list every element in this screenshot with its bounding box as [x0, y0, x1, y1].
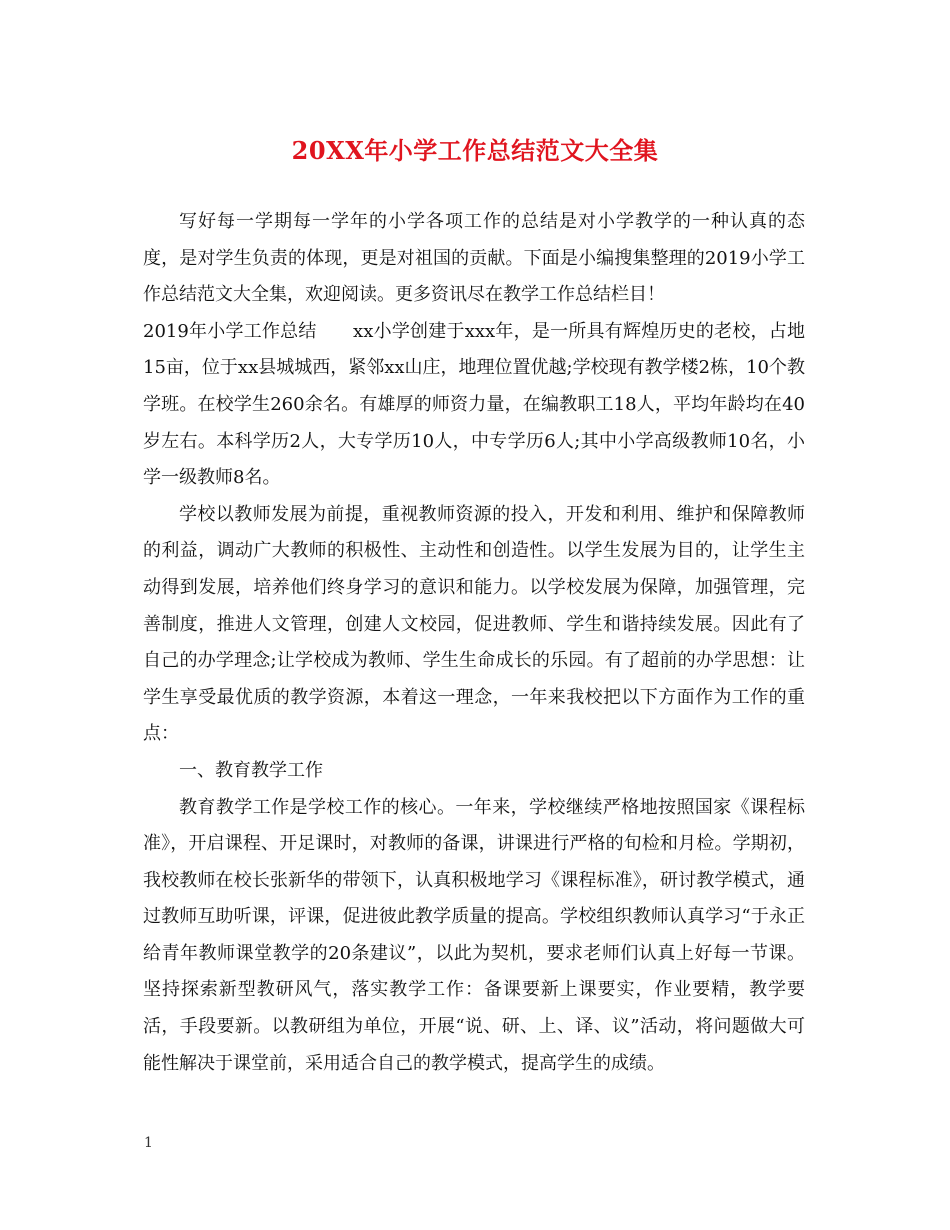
paragraph-intro: 写好每一学期每一学年的小学各项工作的总结是对小学教学的一种认真的态度，是对学生负责的体现，更是对祖国的贡献。下面是小编搜集整理的2019小学工作总结范文大全集，欢迎阅读。更多资讯尽在教学工作总结栏目！	[143, 211, 805, 306]
document-body	[143, 204, 805, 1082]
paragraph-teaching-work: 教育教学工作是学校工作的核心。一年来，学校继续严格地按照国家《课程标准》，开启课程、开足课时，对教师的备课，讲课进行严格的旬检和月检。学期初，我校教师在校长张新华的带领下，认真积极地学习《课程标准》，研讨教学模式，通过教师互助听课，评课，促进彼此教学质量的提高。学校组织教师认真学习“于永正给青年教师课堂教学的20条建议”，以此为契机，要求老师们认真上好每一节课。坚持探索新型教研风气，落实教学工作：备课要新上课要实，作业要精，教学要活，手段要新。以教研组为单位，开展“说、研、上、译、议”活动，将问题做大可能性解决于课堂前，采用适合自己的教学模式，提高学生的成绩。	[143, 796, 805, 1074]
page-number: 1	[144, 1135, 153, 1151]
section-heading-teaching: 一、教育教学工作	[179, 759, 323, 781]
paragraph-school-philosophy: 学校以教师发展为前提，重视教师资源的投入，开发和利用、维护和保障教师的利益，调动广大教师的积极性、主动性和创造性。以学生发展为目的，让学生主动得到发展，培养他们终身学习的意识和能力。以学校发展为保障，加强管理，完善制度，推进人文管理，创建人文校园，促进教师、学生和谐持续发展。因此有了自己的办学理念;让学校成为教师、学生生命成长的乐园。有了超前的办学思想：让学生享受最优质的教学资源，本着这一理念，一年来我校把以下方面作为工作的重点：	[143, 503, 805, 745]
document-title: 20XX年小学工作总结范文大全集	[291, 136, 659, 165]
paragraph-school-overview: 2019年小学工作总结 xx小学创建于xxx年，是一所具有辉煌历史的老校，占地15亩，位于xx县城城西，紧邻xx山庄，地理位置优越;学校现有教学楼2栋，10个教学班。在校学生260余名。有雄厚的师资力量，在编教职工18人，平均年龄均在40岁左右。本科学历2人，大专学历10人，中专学历6人;其中小学高级教师10名，小学一级教师8名。	[143, 320, 805, 489]
